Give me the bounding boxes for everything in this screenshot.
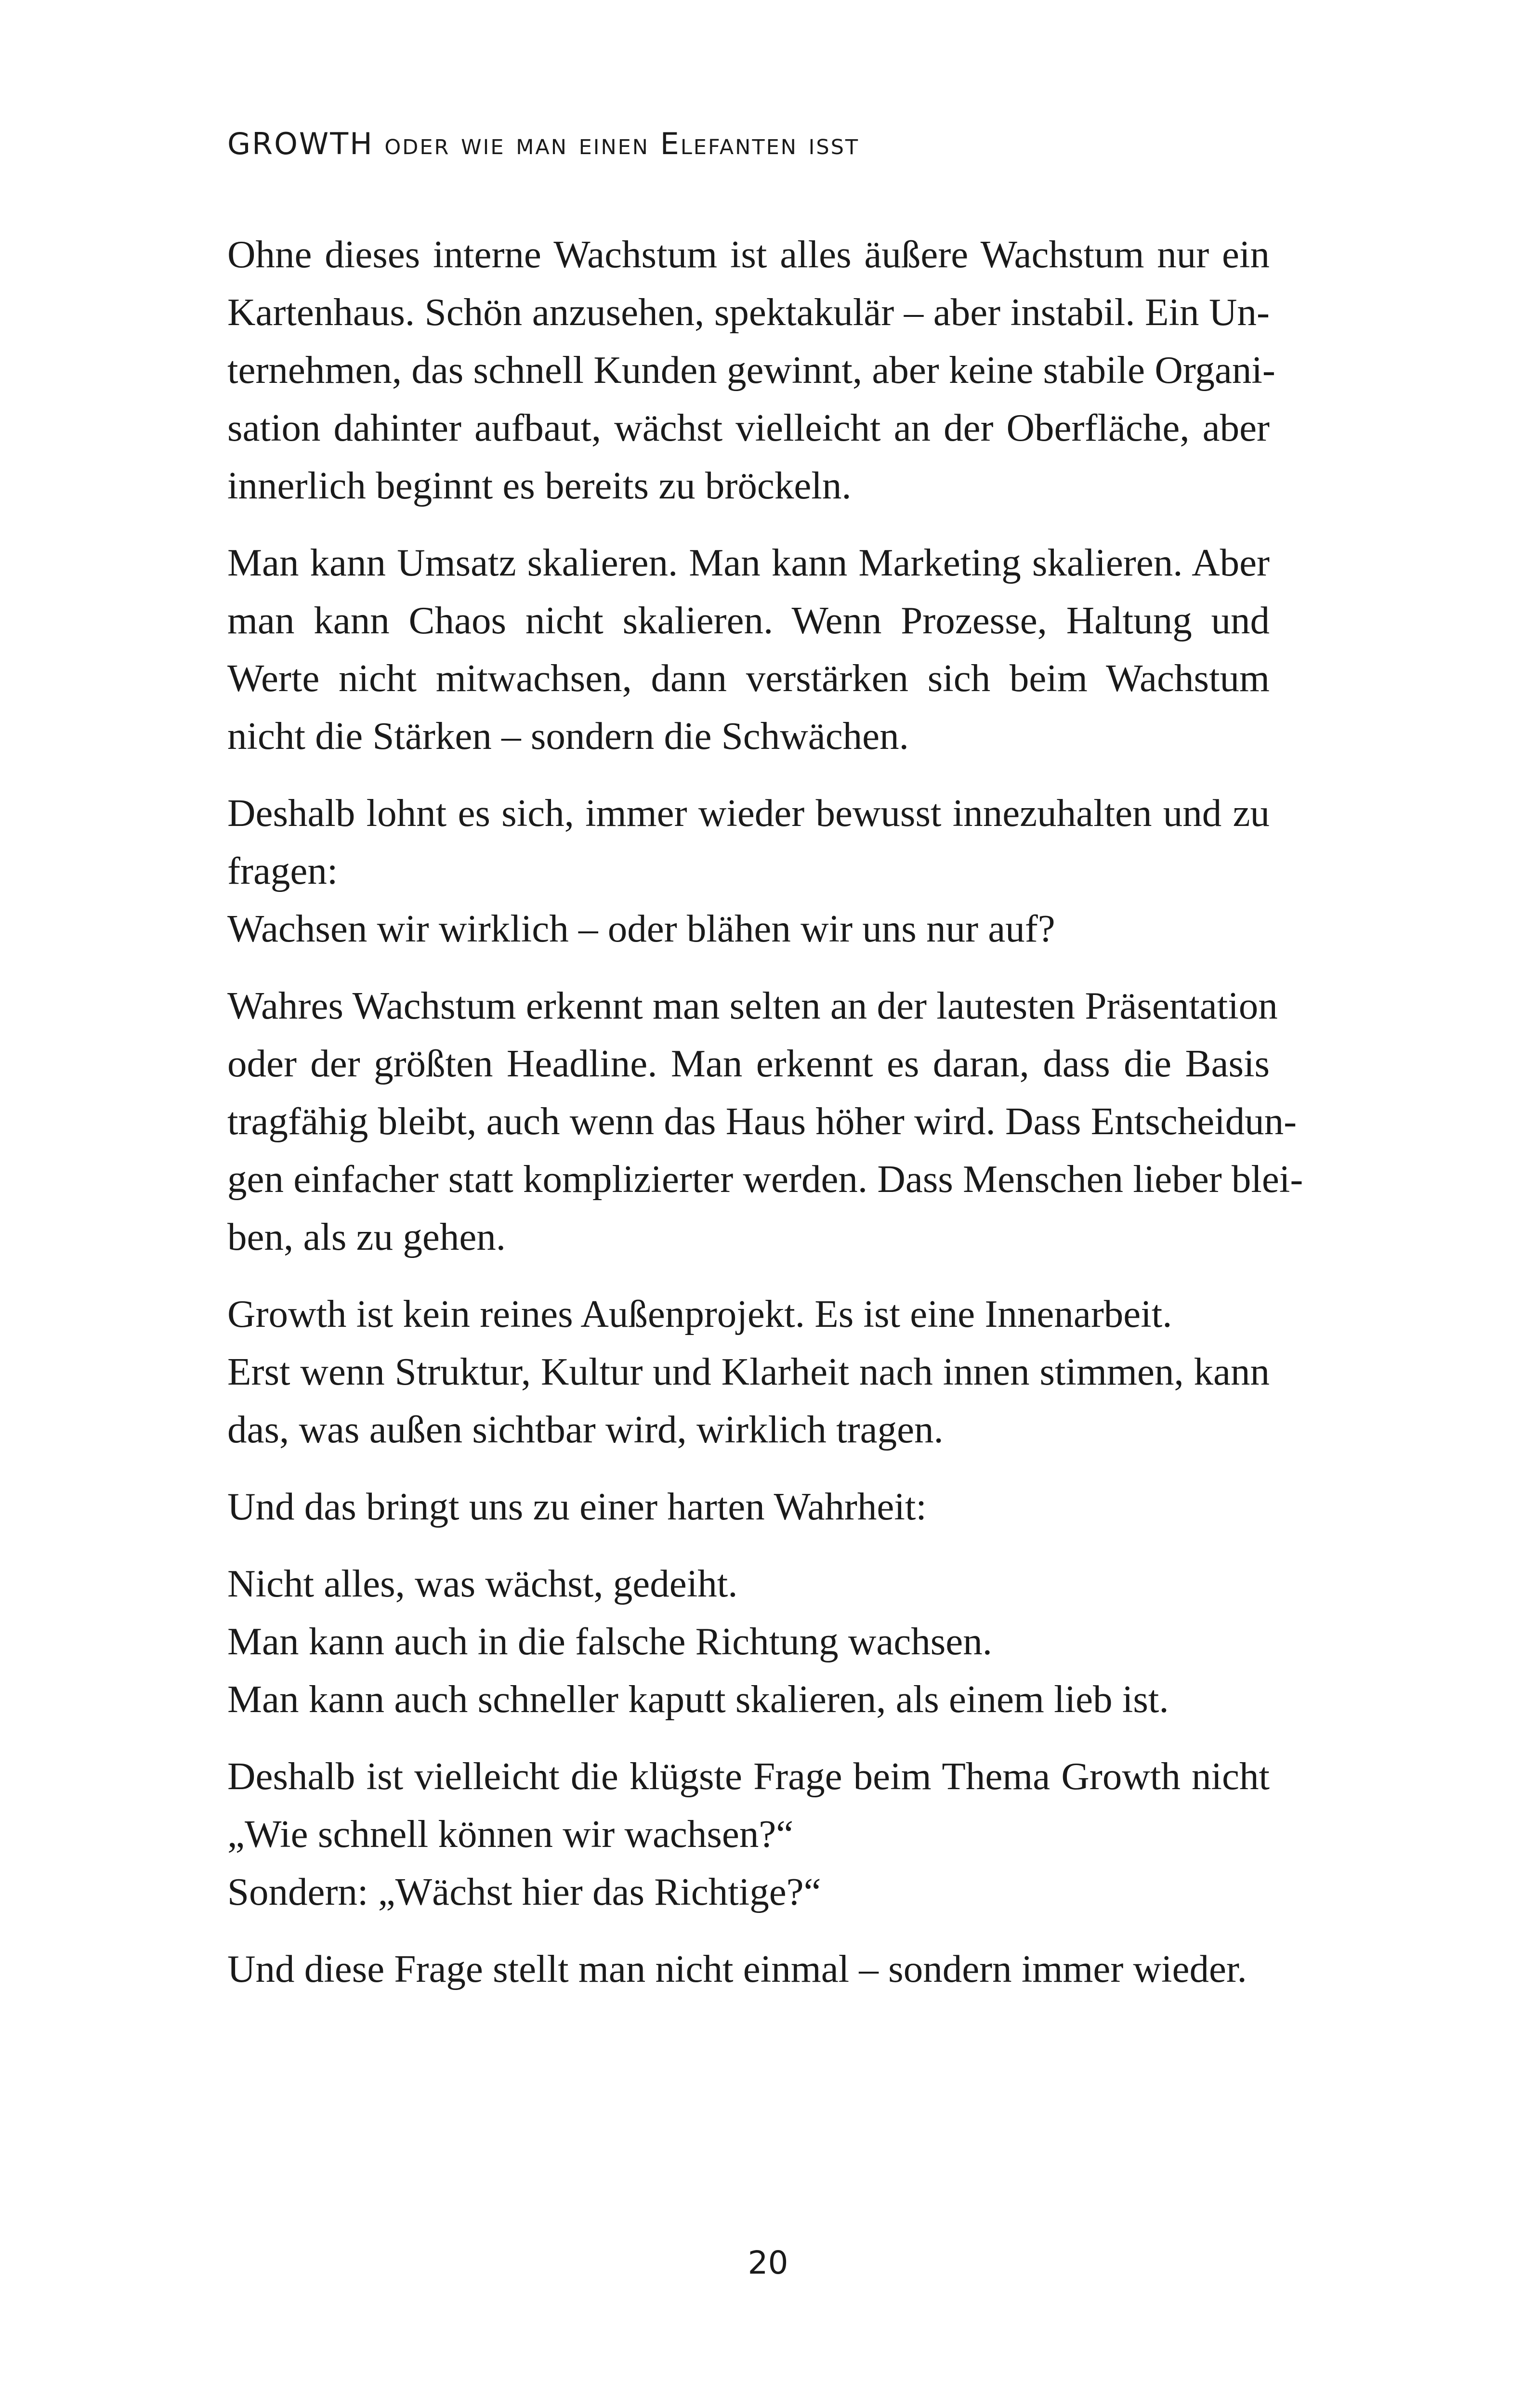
- text-line: ternehmen, das schnell Kunden gewinnt, aber keine stabile Organi-: [227, 348, 1275, 392]
- text-line: Werte nicht mitwachsen, dann verstärken sich beim Wachstum: [227, 656, 1270, 700]
- text-line: Und diese Frage stellt man nicht einmal – sondern immer wieder.: [227, 1947, 1247, 1990]
- paragraph-4: [227, 977, 1303, 1266]
- text-line: gen einfacher statt komplizierter werden. Dass Menschen lieber blei-: [227, 1157, 1303, 1201]
- paragraph-9: [227, 1940, 1270, 1998]
- text-line: Erst wenn Struktur, Kultur und Klarheit nach innen stimmen, kann: [227, 1350, 1270, 1393]
- text-line: nicht die Stärken – sondern die Schwächen.: [227, 714, 909, 758]
- text-line: Und das bringt uns zu einer harten Wahrheit:: [227, 1485, 927, 1528]
- paragraph-2: [227, 534, 1270, 765]
- text-line: Kartenhaus. Schön anzusehen, spektakulär – aber instabil. Ein Un-: [227, 290, 1270, 334]
- paragraph-7: [227, 1555, 1270, 1728]
- text-line: das, was außen sichtbar wird, wirklich tragen.: [227, 1408, 944, 1451]
- paragraph-1: [227, 225, 1275, 514]
- text-line: Deshalb ist vielleicht die klügste Frage beim Thema Growth nicht: [227, 1754, 1270, 1798]
- text-line: Man kann Umsatz skalieren. Man kann Marketing skalieren. Aber: [227, 541, 1270, 584]
- text-line: Man kann auch schneller kaputt skalieren, als einem lieb ist.: [227, 1677, 1169, 1721]
- text-line: sation dahinter aufbaut, wächst vielleicht an der Oberfläche, aber: [227, 406, 1270, 449]
- text-line: Wahres Wachstum erkennt man selten an der lautesten Präsentation: [227, 984, 1278, 1027]
- text-line: Growth ist kein reines Außenprojekt. Es ist eine Innenarbeit.: [227, 1292, 1172, 1335]
- text-line: fragen:: [227, 849, 338, 892]
- paragraph-5: [227, 1285, 1270, 1458]
- running-header: GROWTH oder wie man einen Elefanten isst: [227, 126, 860, 161]
- paragraph-8: [227, 1747, 1270, 1921]
- text-line: Sondern: „Wächst hier das Richtige?“: [227, 1870, 821, 1913]
- text-line: Wachsen wir wirklich – oder blähen wir uns nur auf?: [227, 907, 1055, 950]
- text-line: „Wie schnell können wir wachsen?“: [227, 1812, 794, 1856]
- text-line: ben, als zu gehen.: [227, 1215, 506, 1258]
- text-line: tragfähig bleibt, auch wenn das Haus höher wird. Dass Entscheidun-: [227, 1099, 1297, 1143]
- paragraph-3: [227, 784, 1270, 957]
- page-number: 20: [748, 2244, 788, 2281]
- text-line: oder der größten Headline. Man erkennt es daran, dass die Basis: [227, 1042, 1270, 1085]
- text-line: Man kann auch in die falsche Richtung wachsen.: [227, 1620, 993, 1663]
- text-line: innerlich beginnt es bereits zu bröckeln.: [227, 464, 852, 507]
- text-line: Nicht alles, was wächst, gedeiht.: [227, 1562, 738, 1605]
- text-line: man kann Chaos nicht skalieren. Wenn Prozesse, Haltung und: [227, 599, 1270, 642]
- paragraph-6: [227, 1478, 1270, 1535]
- text-line: Ohne dieses interne Wachstum ist alles äußere Wachstum nur ein: [227, 233, 1270, 276]
- text-line: Deshalb lohnt es sich, immer wieder bewusst innezuhalten und zu: [227, 791, 1270, 835]
- body-text: [227, 225, 1303, 2017]
